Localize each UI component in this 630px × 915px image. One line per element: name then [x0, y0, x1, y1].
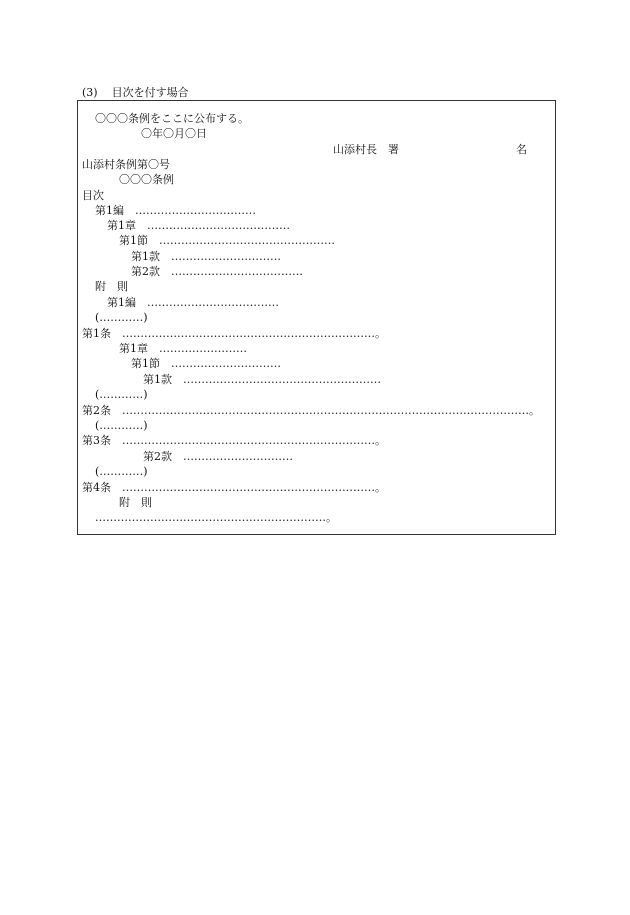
name-mark: 名: [516, 143, 527, 156]
toc-title: 目次: [82, 189, 104, 202]
toc-item: 第1編 ……………………………: [95, 204, 256, 217]
toc-item: 第2款 ………………………………: [131, 265, 303, 278]
toc-item: 第1章 …………………………………: [107, 219, 290, 232]
mayor-signature: 山添村長 署: [333, 143, 399, 156]
body-line: (…………): [95, 388, 148, 401]
body-line: 第4条 ……………………………………………………………。: [82, 481, 386, 494]
body-line: (…………): [95, 465, 148, 478]
toc-item: 第1節 …………………………………………: [119, 234, 335, 247]
body-line: 第3条 ……………………………………………………………。: [82, 434, 386, 447]
promulgation-date: 〇年〇月〇日: [141, 127, 207, 140]
ordinance-number: 山添村条例第〇号: [82, 158, 170, 171]
body-line: 第2条 …………………………………………………………………………………………………。: [82, 404, 540, 417]
body-line: ………………………………………………………。: [95, 511, 337, 524]
toc-item: 第1編 ………………………………: [107, 296, 279, 309]
toc-item: 附 則: [95, 280, 128, 293]
body-line: (…………): [95, 419, 148, 432]
section-number: (3): [82, 86, 98, 99]
body-line: 第1章 ……………………: [119, 342, 247, 355]
ordinance-title: 〇〇〇条例: [119, 173, 174, 186]
body-line: 第1条 ……………………………………………………………。: [82, 327, 386, 340]
toc-item: 第1款 …………………………: [131, 250, 281, 263]
section-heading: [82, 84, 189, 100]
body-line: (…………): [95, 311, 148, 324]
body-line: 附 則: [119, 496, 152, 509]
promulgation-line: 〇〇〇条例をここに公布する。: [95, 112, 249, 125]
body-line: 第1節 …………………………: [131, 357, 281, 370]
section-title: 目次を付す場合: [111, 86, 189, 99]
body-line: 第2款 …………………………: [143, 450, 293, 463]
body-line: 第1款 ………………………………………………: [143, 373, 381, 386]
